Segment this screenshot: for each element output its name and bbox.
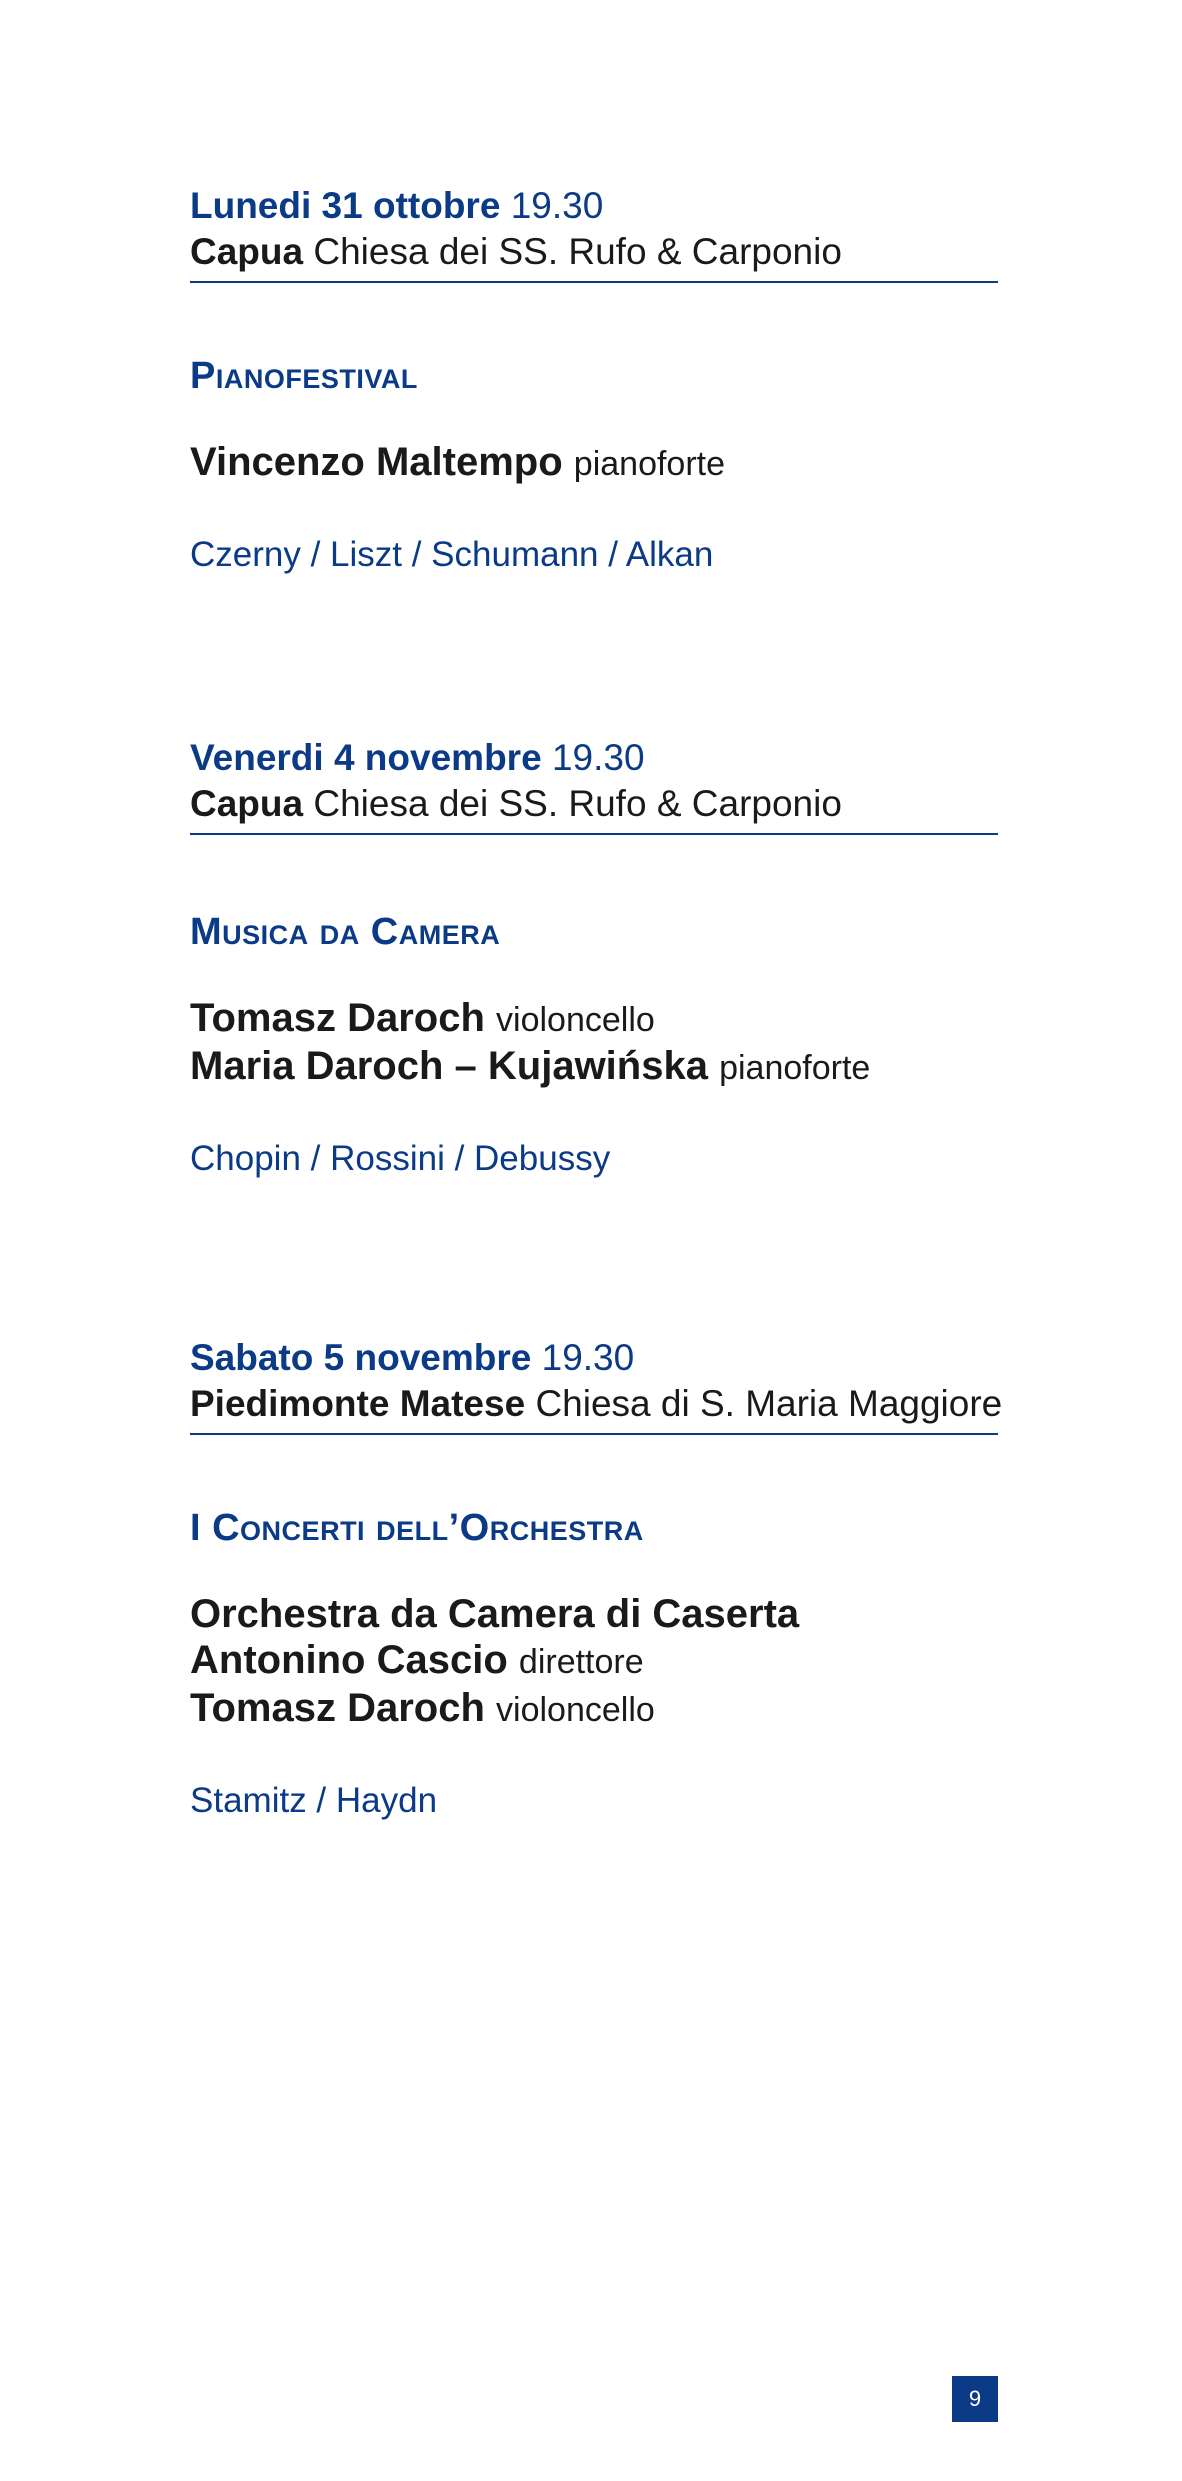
event-venue <box>190 229 998 275</box>
performer-role: violoncello <box>496 1691 655 1729</box>
event-1 <box>190 183 998 577</box>
event-time: 19.30 <box>510 185 604 226</box>
performer-name: Tomasz Daroch <box>190 1686 485 1730</box>
performer <box>190 1685 998 1733</box>
event-time: 19.30 <box>541 1337 635 1378</box>
performer-name: Vincenzo Maltempo <box>190 440 563 484</box>
concert-title: I Concerti dell’Orchestra <box>190 1507 644 1549</box>
event-3 <box>190 1335 1003 1823</box>
divider <box>190 833 998 835</box>
event-venue <box>190 781 998 827</box>
concert-title: Musica da Camera <box>190 911 501 953</box>
divider <box>190 1433 998 1435</box>
performer <box>190 1637 998 1685</box>
performer-role: pianoforte <box>719 1049 871 1087</box>
performer-name: Maria Daroch – Kujawińska <box>190 1044 708 1088</box>
event-place: Chiesa dei SS. Rufo & Carponio <box>313 231 842 272</box>
event-city: Capua <box>190 783 304 824</box>
performers-list <box>190 439 998 487</box>
event-place: Chiesa dei SS. Rufo & Carponio <box>313 783 842 824</box>
performer-role: pianoforte <box>573 445 726 483</box>
program-composers: Czerny / Liszt / Schumann / Alkan <box>190 535 714 574</box>
event-time: 19.30 <box>551 737 645 778</box>
performers-list <box>190 995 998 1091</box>
performer <box>190 1043 998 1091</box>
program-composers: Stamitz / Haydn <box>190 1781 438 1820</box>
event-place: Chiesa di S. Maria Maggiore <box>535 1383 1003 1424</box>
performer <box>190 439 998 487</box>
event-day: Lunedi 31 ottobre <box>190 185 501 226</box>
performer-name: Tomasz Daroch <box>190 996 485 1040</box>
event-date <box>190 183 998 229</box>
performer <box>190 1591 998 1637</box>
event-city: Piedimonte Matese <box>190 1383 526 1424</box>
performer-role: violoncello <box>496 1001 655 1039</box>
event-date <box>190 1335 998 1381</box>
concert-title: Pianofestival <box>190 355 418 397</box>
event-venue <box>190 1381 1003 1427</box>
performer <box>190 995 998 1043</box>
event-2 <box>190 735 998 1181</box>
program-composers: Chopin / Rossini / Debussy <box>190 1139 611 1178</box>
event-city: Capua <box>190 231 304 272</box>
event-day: Venerdi 4 novembre <box>190 737 542 778</box>
performer-name: Antonino Cascio <box>190 1638 508 1682</box>
event-date <box>190 735 998 781</box>
divider <box>190 281 998 283</box>
performer-role: direttore <box>518 1643 644 1681</box>
performer-name: Orchestra da Camera di Caserta <box>190 1592 800 1636</box>
performers-list <box>190 1591 998 1733</box>
page-number: 9 <box>952 2376 998 2422</box>
event-day: Sabato 5 novembre <box>190 1337 532 1378</box>
